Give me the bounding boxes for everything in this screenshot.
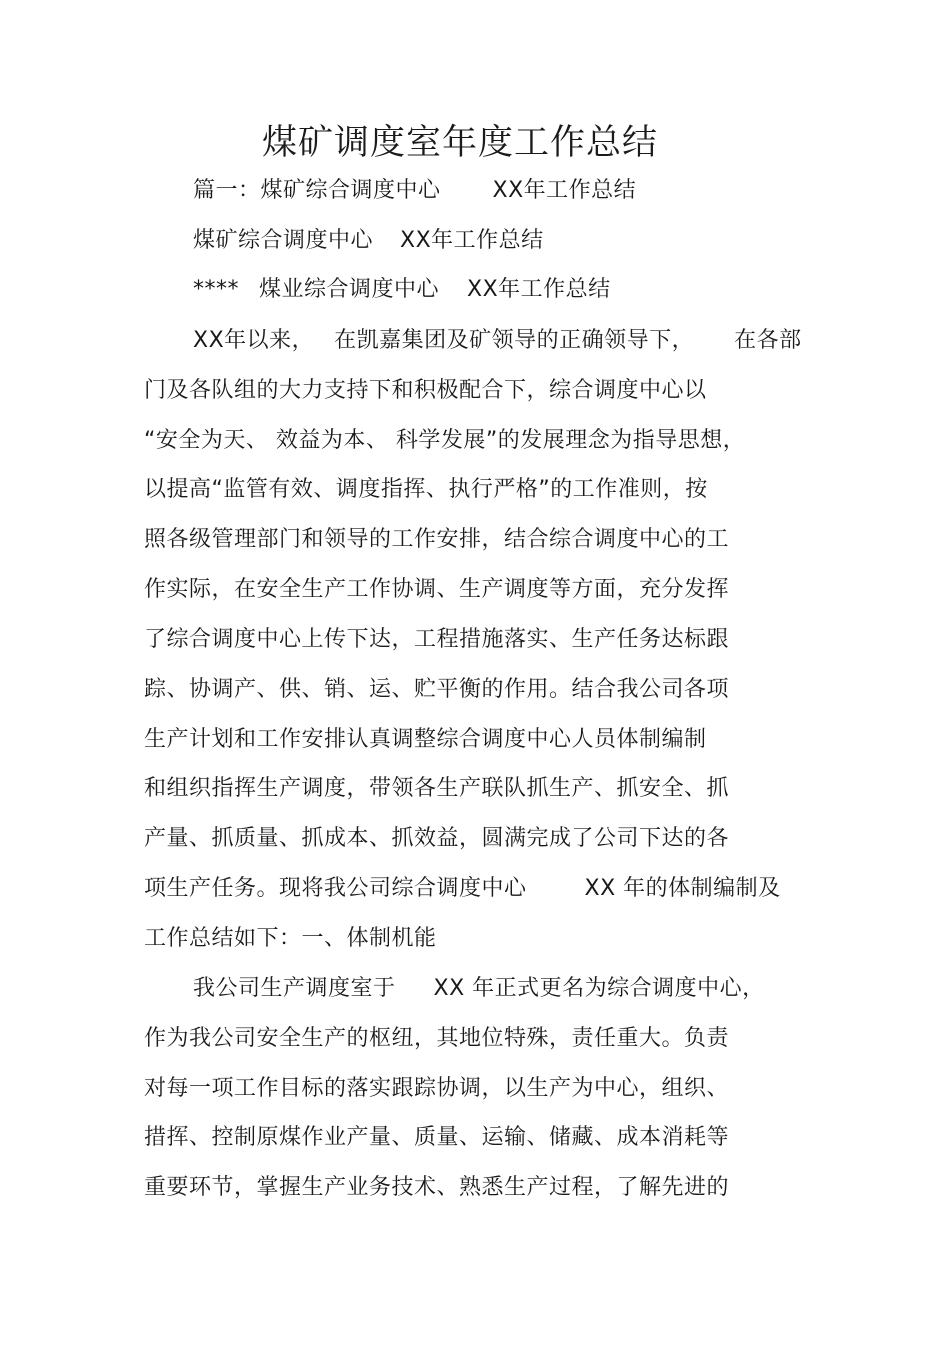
- paragraph-2-line-2: 作为我公司安全生产的枢纽，其地位特殊，责任重大。负责: [144, 1026, 730, 1051]
- p2-l1-b: XX 年正式更名为综合调度中心，: [433, 976, 765, 1001]
- paragraph-2-line-5: 重要环节，掌握生产业务技术、熟悉生产过程，了解先进的: [144, 1175, 730, 1200]
- heading-1-year: XX年工作总结: [492, 178, 637, 203]
- paragraph-1-line-10: 和组织指挥生产调度，带领各生产联队抓生产、抓安全、抓: [144, 776, 730, 801]
- heading-2-year: XX年工作总结: [400, 228, 544, 253]
- paragraph-2-line-3: 对每一项工作目标的落实跟踪协调，以生产为中心，组织、: [144, 1076, 730, 1101]
- paragraph-1-line-4: 以提高“监管有效、调度指挥、执行严格”的工作准则，按: [144, 477, 708, 502]
- heading-1-text: 篇一：煤矿综合调度中心: [193, 178, 441, 203]
- paragraph-1-line-13: 工作总结如下：一、体制机能: [144, 926, 437, 951]
- paragraph-1-line-2: 门及各队组的大力支持下和积极配合下，综合调度中心以: [144, 378, 707, 403]
- paragraph-1-line-12: [144, 873, 781, 905]
- p2-l1-a: 我公司生产调度室于: [193, 976, 396, 1001]
- paragraph-2-line-4: 措挥、控制原煤作业产量、质量、运输、储藏、成本消耗等: [144, 1125, 730, 1150]
- paragraph-1-line-3: “安全为天、 效益为本、 科学发展”的发展理念为指导思想，: [144, 428, 746, 453]
- heading-2-text: 煤矿综合调度中心: [193, 228, 374, 253]
- paragraph-1-line-6: 作实际，在安全生产工作协调、生产调度等方面，充分发挥: [144, 577, 730, 602]
- heading-line-2: [193, 225, 544, 257]
- p1-l12-b: XX 年的体制编制及: [584, 876, 781, 901]
- paragraph-1-line-1: [193, 325, 802, 357]
- p1-l1-c: 在各部: [734, 328, 802, 353]
- heading-line-3: [193, 274, 611, 306]
- heading-3-year: XX年工作总结: [467, 277, 611, 302]
- paragraph-1-line-9: 生产计划和工作安排认真调整综合调度中心人员体制编制: [144, 727, 707, 752]
- document-title: 煤矿调度室年度工作总结: [261, 123, 658, 163]
- p1-l12-a: 项生产任务。现将我公司综合调度中心: [144, 876, 527, 901]
- paragraph-1-line-11: 产量、抓质量、抓成本、抓效益，圆满完成了公司下达的各: [144, 826, 730, 851]
- p1-l1-b: 在凯嘉集团及矿领导的正确领导下，: [334, 328, 695, 353]
- paragraph-1-line-7: 了综合调度中心上传下达，工程措施落实、生产任务达标跟: [144, 627, 730, 652]
- heading-line-1: [193, 175, 636, 207]
- paragraph-2-line-1: [193, 973, 765, 1005]
- paragraph-1-line-8: 踪、协调产、供、销、运、贮平衡的作用。结合我公司各项: [144, 677, 730, 702]
- heading-3-mask: ****: [193, 277, 239, 302]
- heading-3-text: 煤业综合调度中心: [259, 277, 440, 302]
- paragraph-1-line-5: 照各级管理部门和领导的工作安排，结合综合调度中心的工: [144, 527, 730, 552]
- p1-l1-a: XX年以来，: [193, 328, 315, 353]
